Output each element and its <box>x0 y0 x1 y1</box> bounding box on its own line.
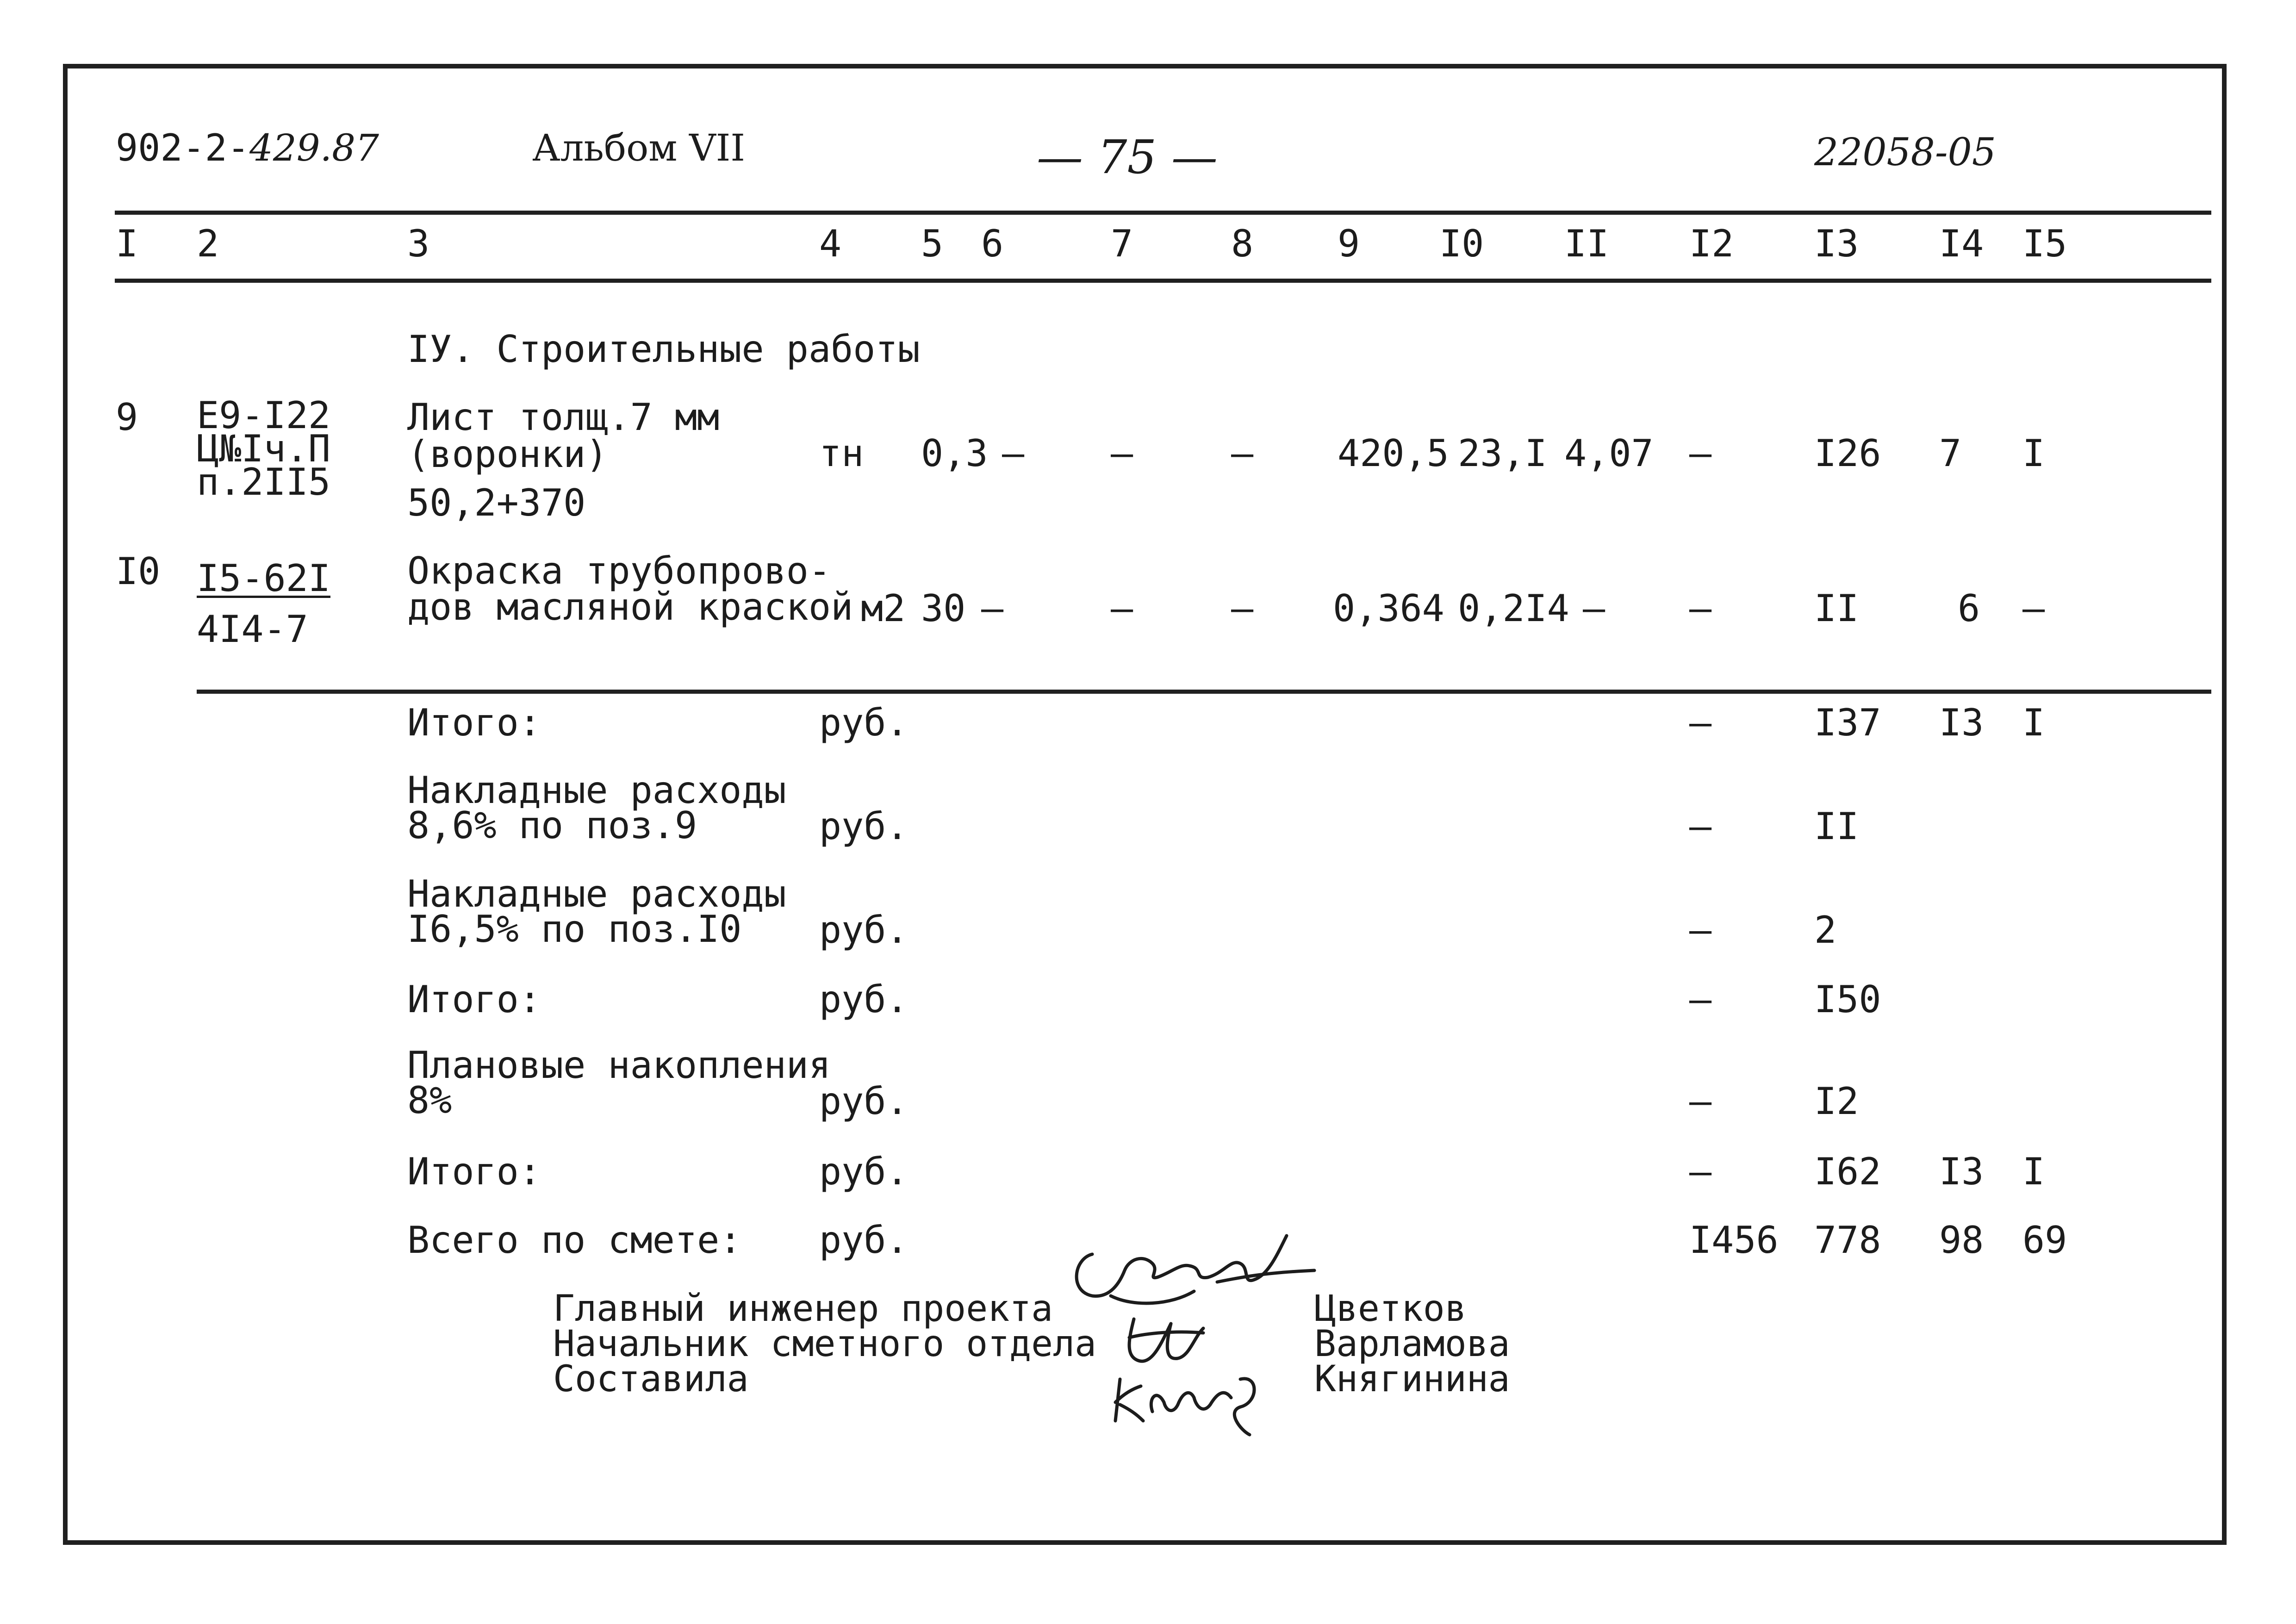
price-code <box>197 394 330 504</box>
price-code-line: п.2II5 <box>197 460 330 504</box>
album-label: Альбом VII <box>532 126 745 169</box>
cell-c12: – <box>1689 701 1712 744</box>
cell-c7: – <box>1111 432 1133 475</box>
cell-c15: – <box>2022 587 2045 630</box>
totals-label-line: Плановые накопления <box>407 1044 831 1087</box>
handwritten-signatures <box>1064 1226 1324 1439</box>
quantity: 30 <box>921 587 966 630</box>
header-line-top <box>115 211 2211 215</box>
cell-c10: 0,2I4 <box>1458 587 1569 630</box>
column-number: I3 <box>1814 222 1859 265</box>
price-code-line: Ц№Iч.П <box>197 427 330 470</box>
cell-c13: I62 <box>1814 1150 1881 1193</box>
work-name <box>407 396 720 524</box>
totals-label <box>407 769 786 847</box>
cell-c13: I26 <box>1814 432 1881 475</box>
totals-unit: руб. <box>819 908 908 952</box>
cell-c8: – <box>1231 432 1254 475</box>
cell-c11: 4,07 <box>1564 432 1654 475</box>
cell-c15: 69 <box>2022 1219 2067 1262</box>
cell-c12: – <box>1689 587 1712 630</box>
cell-c13: I50 <box>1814 978 1881 1021</box>
cell-c13: 778 <box>1814 1219 1881 1262</box>
cell-c13: 2 <box>1814 908 1837 952</box>
column-number: 9 <box>1338 222 1360 265</box>
signature-role: Начальник сметного отдела <box>553 1323 1096 1365</box>
work-name-line: Окраска трубопрово- <box>407 549 831 592</box>
totals-unit: руб. <box>819 978 908 1021</box>
totals-label <box>407 872 786 951</box>
totals-unit: руб. <box>819 1150 908 1193</box>
signature-name: Княгинина <box>1314 1358 1510 1400</box>
cell-c8: – <box>1231 587 1254 630</box>
column-number: 7 <box>1111 222 1133 265</box>
signature-role: Главный инженер проекта <box>553 1288 1053 1330</box>
totals-label: Всего по смете: <box>407 1219 742 1262</box>
cell-c15: I <box>2022 701 2045 744</box>
cell-c12: – <box>1689 432 1712 475</box>
column-number: I <box>116 222 138 265</box>
totals-label-line: 8% <box>407 1079 452 1122</box>
price-code <box>197 553 330 655</box>
cell-c6: – <box>1002 432 1025 475</box>
cell-c12: – <box>1689 908 1712 952</box>
totals-unit: руб. <box>819 1219 908 1262</box>
column-number: I5 <box>2022 222 2067 265</box>
signature-name: Варламова <box>1314 1323 1510 1365</box>
totals-unit: руб. <box>819 805 908 848</box>
quantity: 0,3 <box>921 432 988 475</box>
cell-c12: – <box>1689 978 1712 1021</box>
cell-c14: 7 <box>1939 432 1962 475</box>
cell-c12: – <box>1689 1080 1712 1123</box>
column-number: 5 <box>921 222 944 265</box>
totals-label-line: I6,5% по поз.I0 <box>407 908 742 951</box>
work-name-line: 50,2+370 <box>407 481 586 524</box>
column-number: I2 <box>1689 222 1734 265</box>
column-number: I0 <box>1439 222 1484 265</box>
work-name-line: дов масляной краской <box>407 585 853 628</box>
price-code-line: 4I4-7 <box>197 608 308 651</box>
cell-c13: II <box>1814 587 1859 630</box>
cell-c14: I3 <box>1939 1150 1984 1193</box>
cell-c13: I37 <box>1814 701 1881 744</box>
cell-c11: – <box>1583 587 1605 630</box>
cell-c14: 98 <box>1939 1219 1984 1262</box>
totals-label: Итого: <box>407 978 541 1021</box>
totals-divider <box>197 690 2211 694</box>
page-number: — 75 — <box>1037 130 1218 184</box>
document-code: 902-2-429.87 <box>116 126 379 169</box>
cell-c12: – <box>1689 805 1712 848</box>
price-code-line: Е9-I22 <box>197 394 330 437</box>
totals-label: Итого: <box>407 701 541 744</box>
totals-label-line: 8,6% по поз.9 <box>407 804 697 847</box>
column-number: 2 <box>197 222 219 265</box>
column-number: I4 <box>1939 222 1984 265</box>
column-number: II <box>1564 222 1609 265</box>
sheet-code: 22058-05 <box>1814 131 1996 174</box>
cell-c14: I3 <box>1939 701 1984 744</box>
signature-name: Цветков <box>1314 1288 1467 1330</box>
cell-c13: I2 <box>1814 1080 1859 1123</box>
header-line-bottom <box>115 279 2211 283</box>
section-title: IУ. Строительные работы <box>407 328 920 371</box>
unit: тн <box>819 432 864 475</box>
totals-unit: руб. <box>819 701 908 744</box>
signature-roles <box>553 1288 1096 1400</box>
signature-role: Составила <box>553 1358 749 1400</box>
work-name-line: (воронки) <box>407 433 608 476</box>
column-number: 8 <box>1231 222 1254 265</box>
cell-c15: I <box>2022 432 2045 475</box>
cell-c9: 420,5 <box>1338 432 1449 475</box>
cell-c12: I456 <box>1689 1219 1779 1262</box>
column-number: 4 <box>819 222 842 265</box>
work-name-line: Лист толщ.7 мм <box>407 396 720 439</box>
totals-label-line: Накладные расходы <box>407 872 786 915</box>
unit: м2 <box>861 587 906 630</box>
row-number: 9 <box>116 396 138 439</box>
cell-c10: 23,I <box>1458 432 1547 475</box>
cell-c15: I <box>2022 1150 2045 1193</box>
price-code-line: I5-62I <box>197 557 330 600</box>
signature-names <box>1314 1288 1510 1400</box>
totals-label: Итого: <box>407 1150 541 1193</box>
cell-c12: – <box>1689 1150 1712 1193</box>
cell-c9: 0,364 <box>1333 587 1444 630</box>
work-name <box>407 549 853 628</box>
totals-label-line: Накладные расходы <box>407 769 786 812</box>
cell-c13: II <box>1814 805 1859 848</box>
totals-unit: руб. <box>819 1080 908 1123</box>
cell-c14: 6 <box>1958 587 1980 630</box>
cell-c7: – <box>1111 587 1133 630</box>
column-number: 3 <box>407 222 430 265</box>
column-number: 6 <box>981 222 1004 265</box>
cell-c6: – <box>981 587 1004 630</box>
row-number: I0 <box>116 550 161 593</box>
totals-label <box>407 1044 831 1122</box>
